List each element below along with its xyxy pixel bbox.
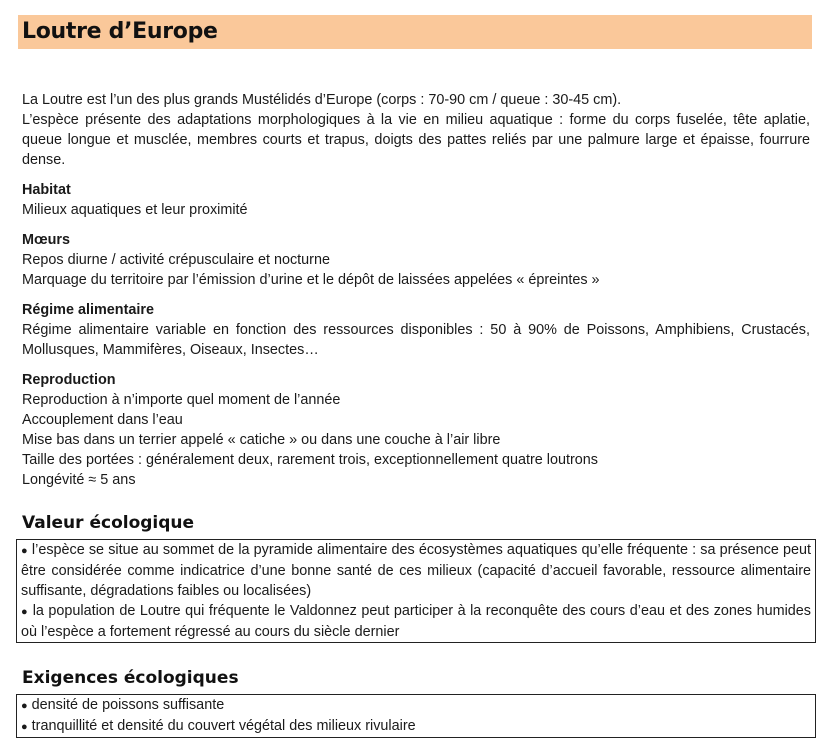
moeurs-heading: Mœurs <box>22 232 70 248</box>
moeurs-line: Marquage du territoire par l’émission d’urine et le dépôt de laissées appelées « épreintes » <box>22 272 600 288</box>
bullet-icon: ● <box>21 545 28 557</box>
reproduction-line: Longévité ≈ 5 ans <box>22 472 136 488</box>
exigences-box <box>16 694 816 738</box>
valeur-heading: Valeur écologique <box>22 513 195 533</box>
reproduction-line: Accouplement dans l’eau <box>22 412 183 428</box>
reproduction-heading: Reproduction <box>22 372 116 388</box>
valeur-item-text: la population de Loutre qui fréquente le Valdonnez peut participer à la reconquête des cours d’eau et des zones humides où l’espèce a fortement régressé au cours du siècle dernier <box>21 603 811 640</box>
section-moeurs <box>22 230 810 290</box>
title-bar <box>18 15 812 49</box>
exigences-item <box>21 716 811 737</box>
exigences-item-text: tranquillité et densité du couvert végétal des milieux rivulaire <box>31 718 416 734</box>
bullet-icon: ● <box>21 606 29 618</box>
bullet-icon: ● <box>21 721 28 733</box>
section-habitat <box>22 180 810 220</box>
valeur-item <box>21 601 811 642</box>
section-regime <box>22 300 810 360</box>
exigences-heading: Exigences écologiques <box>22 668 239 688</box>
bullet-icon: ● <box>21 700 28 712</box>
reproduction-line: Reproduction à n’importe quel moment de l’année <box>22 392 341 408</box>
intro <box>22 90 810 170</box>
moeurs-line: Repos diurne / activité crépusculaire et nocturne <box>22 252 330 268</box>
reproduction-line: Mise bas dans un terrier appelé « catiche » ou dans une couche à l’air libre <box>22 432 501 448</box>
habitat-heading: Habitat <box>22 182 71 198</box>
exigences-item <box>21 695 811 716</box>
regime-line: Régime alimentaire variable en fonction des ressources disponibles : 50 à 90% de Poissons, Amphibiens, Crustacés, Mollusques, Mammifères, Oiseaux, Insectes… <box>22 322 810 358</box>
valeur-box <box>16 539 816 643</box>
reproduction-line: Taille des portées : généralement deux, rarement trois, exceptionnellement quatre loutrons <box>22 452 598 468</box>
section-reproduction <box>22 370 810 490</box>
regime-heading: Régime alimentaire <box>22 302 154 318</box>
intro-line-1: La Loutre est l’un des plus grands Mustélidés d’Europe (corps : 70-90 cm / queue : 30-45 cm). <box>22 92 622 108</box>
valeur-item <box>21 540 811 601</box>
habitat-line: Milieux aquatiques et leur proximité <box>22 202 248 218</box>
intro-line-2: L’espèce présente des adaptations morphologiques à la vie en milieu aquatique : forme du corps fuselée, tête aplatie, queue longue et musclée, membres courts et trapus, doigts des pattes reliés par une palmure large et épaisse, fourrure dense. <box>22 112 810 168</box>
page-title: Loutre d’Europe <box>22 19 218 44</box>
valeur-item-text: l’espèce se situe au sommet de la pyramide alimentaire des écosystèmes aquatiques qu’elle fréquente : sa présence peut être considérée comme indicatrice d’une bonne santé de ces milieux (capacité d’accueil favorable, ressource alimentaire suffisante, dégradations faibles ou localisées) <box>21 542 811 599</box>
exigences-item-text: densité de poissons suffisante <box>31 697 225 713</box>
main-content <box>22 90 810 490</box>
